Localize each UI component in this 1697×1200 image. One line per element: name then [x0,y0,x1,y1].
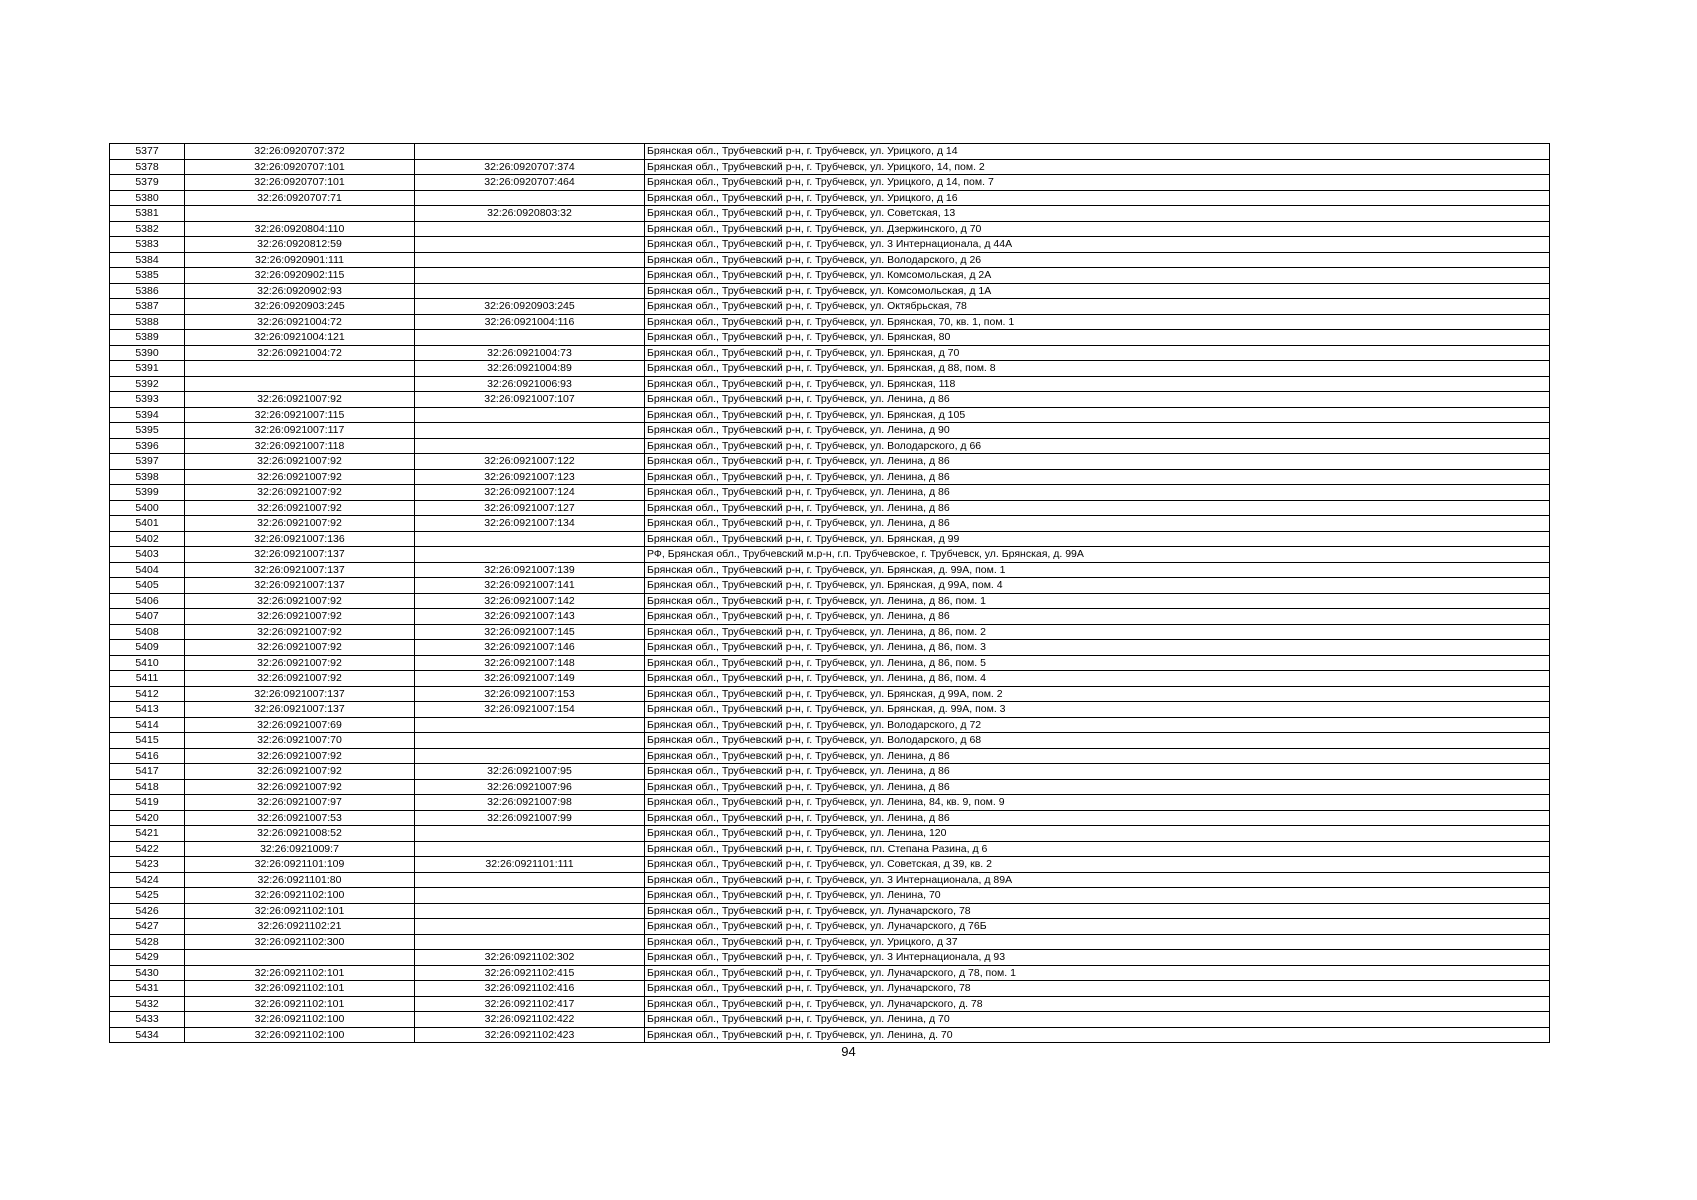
row-number-cell: 5433 [110,1012,185,1028]
table-row [110,361,1550,377]
related-cadastral-number-cell: 32:26:0921007:142 [415,593,645,609]
cadastral-number-cell: 32:26:0921007:118 [185,438,415,454]
related-cadastral-number-cell: 32:26:0921102:415 [415,965,645,981]
cadastral-number-cell: 32:26:0921102:101 [185,996,415,1012]
table-row [110,748,1550,764]
address-cell: Брянская обл., Трубчевский р-н, г. Трубчевск, ул. Луначарского, д 78, пом. 1 [645,965,1550,981]
cadastral-number-cell: 32:26:0921007:92 [185,624,415,640]
related-cadastral-number-cell: 32:26:0921007:127 [415,500,645,516]
cadastral-number-cell: 32:26:0921102:21 [185,919,415,935]
related-cadastral-number-cell [415,888,645,904]
related-cadastral-number-cell: 32:26:0921007:149 [415,671,645,687]
address-cell: Брянская обл., Трубчевский р-н, г. Трубчевск, ул. 3 Интернационала, д 93 [645,950,1550,966]
address-cell: Брянская обл., Трубчевский р-н, г. Трубчевск, ул. Брянская, д 99А, пом. 2 [645,686,1550,702]
table-row [110,283,1550,299]
table-row [110,702,1550,718]
row-number-cell: 5432 [110,996,185,1012]
table-row [110,919,1550,935]
row-number-cell: 5418 [110,779,185,795]
related-cadastral-number-cell: 32:26:0921102:416 [415,981,645,997]
cadastral-number-cell [185,206,415,222]
cadastral-number-cell: 32:26:0921102:100 [185,888,415,904]
cadastral-number-cell: 32:26:0920804:110 [185,221,415,237]
related-cadastral-number-cell [415,221,645,237]
cadastral-number-cell: 32:26:0921007:137 [185,578,415,594]
table-row [110,764,1550,780]
related-cadastral-number-cell: 32:26:0920803:32 [415,206,645,222]
table-row [110,175,1550,191]
row-number-cell: 5402 [110,531,185,547]
row-number-cell: 5389 [110,330,185,346]
related-cadastral-number-cell: 32:26:0921101:111 [415,857,645,873]
table-row [110,237,1550,253]
related-cadastral-number-cell: 32:26:0921007:153 [415,686,645,702]
related-cadastral-number-cell [415,826,645,842]
row-number-cell: 5377 [110,144,185,160]
row-number-cell: 5415 [110,733,185,749]
cadastral-number-cell: 32:26:0921007:92 [185,655,415,671]
related-cadastral-number-cell: 32:26:0921007:107 [415,392,645,408]
row-number-cell: 5434 [110,1027,185,1043]
cadastral-number-cell: 32:26:0921007:117 [185,423,415,439]
table-row [110,593,1550,609]
row-number-cell: 5397 [110,454,185,470]
cadastral-number-cell: 32:26:0921007:137 [185,547,415,563]
related-cadastral-number-cell: 32:26:0920707:464 [415,175,645,191]
row-number-cell: 5404 [110,562,185,578]
related-cadastral-number-cell [415,330,645,346]
cadastral-number-cell: 32:26:0921102:101 [185,981,415,997]
cadastral-number-cell: 32:26:0921101:109 [185,857,415,873]
related-cadastral-number-cell [415,438,645,454]
address-cell: Брянская обл., Трубчевский р-н, г. Трубчевск, ул. Ленина, д 86 [645,485,1550,501]
related-cadastral-number-cell: 32:26:0921004:89 [415,361,645,377]
table-row [110,438,1550,454]
related-cadastral-number-cell: 32:26:0920903:245 [415,299,645,315]
table-row [110,376,1550,392]
address-cell: Брянская обл., Трубчевский р-н, г. Трубчевск, ул. Луначарского, 78 [645,981,1550,997]
related-cadastral-number-cell [415,407,645,423]
table-row [110,500,1550,516]
cadastral-number-cell: 32:26:0921101:80 [185,872,415,888]
table-row [110,531,1550,547]
related-cadastral-number-cell [415,717,645,733]
table-row [110,392,1550,408]
address-cell: Брянская обл., Трубчевский р-н, г. Трубчевск, ул. Ленина, д 86 [645,764,1550,780]
cadastral-number-cell: 32:26:0921007:115 [185,407,415,423]
cadastral-number-cell: 32:26:0921102:100 [185,1027,415,1043]
related-cadastral-number-cell: 32:26:0921007:99 [415,810,645,826]
cadastral-number-cell: 32:26:0920901:111 [185,252,415,268]
row-number-cell: 5379 [110,175,185,191]
table-row [110,407,1550,423]
address-cell: Брянская обл., Трубчевский р-н, г. Трубчевск, ул. Ленина, д 86, пом. 2 [645,624,1550,640]
row-number-cell: 5401 [110,516,185,532]
table-row [110,779,1550,795]
cadastral-number-cell [185,361,415,377]
table-row [110,841,1550,857]
related-cadastral-number-cell: 32:26:0921006:93 [415,376,645,392]
row-number-cell: 5384 [110,252,185,268]
row-number-cell: 5430 [110,965,185,981]
cadastral-number-cell: 32:26:0921007:92 [185,764,415,780]
related-cadastral-number-cell: 32:26:0921007:141 [415,578,645,594]
row-number-cell: 5427 [110,919,185,935]
address-cell: Брянская обл., Трубчевский р-н, г. Трубчевск, ул. Брянская, д. 99А, пом. 1 [645,562,1550,578]
cadastral-number-cell [185,376,415,392]
cadastral-number-cell: 32:26:0921004:121 [185,330,415,346]
table-row [110,562,1550,578]
cadastral-number-cell: 32:26:0921007:137 [185,686,415,702]
table-row [110,469,1550,485]
cadastral-number-cell: 32:26:0921007:70 [185,733,415,749]
row-number-cell: 5428 [110,934,185,950]
cadastral-number-cell: 32:26:0921007:92 [185,609,415,625]
related-cadastral-number-cell [415,190,645,206]
related-cadastral-number-cell [415,268,645,284]
table-row [110,268,1550,284]
related-cadastral-number-cell: 32:26:0921007:122 [415,454,645,470]
table-row [110,252,1550,268]
related-cadastral-number-cell [415,748,645,764]
row-number-cell: 5394 [110,407,185,423]
table-row [110,609,1550,625]
address-cell: Брянская обл., Трубчевский р-н, г. Трубчевск, ул. Ленина, д 90 [645,423,1550,439]
row-number-cell: 5413 [110,702,185,718]
row-number-cell: 5416 [110,748,185,764]
table-row [110,144,1550,160]
address-cell: Брянская обл., Трубчевский р-н, г. Трубчевск, ул. Брянская, 80 [645,330,1550,346]
address-cell: Брянская обл., Трубчевский р-н, г. Трубчевск, ул. 3 Интернационала, д 89А [645,872,1550,888]
related-cadastral-number-cell [415,841,645,857]
row-number-cell: 5407 [110,609,185,625]
related-cadastral-number-cell: 32:26:0921007:123 [415,469,645,485]
cadastral-number-cell: 32:26:0921007:92 [185,671,415,687]
row-number-cell: 5382 [110,221,185,237]
row-number-cell: 5403 [110,547,185,563]
row-number-cell: 5380 [110,190,185,206]
row-number-cell: 5409 [110,640,185,656]
cadastral-number-cell: 32:26:0921007:53 [185,810,415,826]
related-cadastral-number-cell: 32:26:0921102:417 [415,996,645,1012]
cadastral-number-cell: 32:26:0920707:101 [185,159,415,175]
address-cell: Брянская обл., Трубчевский р-н, г. Трубчевск, ул. Урицкого, д 14, пом. 7 [645,175,1550,191]
row-number-cell: 5386 [110,283,185,299]
cadastral-number-cell: 32:26:0921007:137 [185,562,415,578]
row-number-cell: 5391 [110,361,185,377]
register-table [109,143,1550,1043]
table-row [110,733,1550,749]
related-cadastral-number-cell: 32:26:0921102:423 [415,1027,645,1043]
row-number-cell: 5400 [110,500,185,516]
cadastral-number-cell: 32:26:0921102:300 [185,934,415,950]
table-row [110,190,1550,206]
related-cadastral-number-cell [415,531,645,547]
table-row [110,299,1550,315]
address-cell: РФ, Брянская обл., Трубчевский м.р-н, г.п. Трубчевское, г. Трубчевск, ул. Брянская, д. 99А [645,547,1550,563]
related-cadastral-number-cell [415,423,645,439]
address-cell: Брянская обл., Трубчевский р-н, г. Трубчевск, ул. Ленина, д 86, пом. 4 [645,671,1550,687]
table-row [110,206,1550,222]
table-row [110,810,1550,826]
cadastral-number-cell: 32:26:0921102:101 [185,965,415,981]
related-cadastral-number-cell: 32:26:0921007:134 [415,516,645,532]
address-cell: Брянская обл., Трубчевский р-н, г. Трубчевск, ул. Ленина, 84, кв. 9, пом. 9 [645,795,1550,811]
cadastral-number-cell: 32:26:0920812:59 [185,237,415,253]
related-cadastral-number-cell: 32:26:0921007:95 [415,764,645,780]
address-cell: Брянская обл., Трубчевский р-н, г. Трубчевск, ул. Брянская, д. 99А, пом. 3 [645,702,1550,718]
table-row [110,159,1550,175]
cadastral-number-cell: 32:26:0921007:69 [185,717,415,733]
address-cell: Брянская обл., Трубчевский р-н, г. Трубчевск, ул. Луначарского, д 76Б [645,919,1550,935]
cadastral-number-cell: 32:26:0921009:7 [185,841,415,857]
address-cell: Брянская обл., Трубчевский р-н, г. Трубчевск, ул. Ленина, д 86, пом. 5 [645,655,1550,671]
cadastral-number-cell: 32:26:0921007:136 [185,531,415,547]
address-cell: Брянская обл., Трубчевский р-н, г. Трубчевск, ул. Луначарского, 78 [645,903,1550,919]
row-number-cell: 5417 [110,764,185,780]
cadastral-number-cell: 32:26:0921007:92 [185,516,415,532]
row-number-cell: 5419 [110,795,185,811]
related-cadastral-number-cell: 32:26:0921007:124 [415,485,645,501]
cadastral-number-cell: 32:26:0921007:92 [185,392,415,408]
address-cell: Брянская обл., Трубчевский р-н, г. Трубчевск, ул. Брянская, д 88, пом. 8 [645,361,1550,377]
related-cadastral-number-cell: 32:26:0921007:145 [415,624,645,640]
row-number-cell: 5406 [110,593,185,609]
table-row [110,872,1550,888]
address-cell: Брянская обл., Трубчевский р-н, г. Трубчевск, ул. Ленина, д 86 [645,392,1550,408]
table-row [110,1027,1550,1043]
row-number-cell: 5399 [110,485,185,501]
row-number-cell: 5385 [110,268,185,284]
related-cadastral-number-cell [415,237,645,253]
row-number-cell: 5378 [110,159,185,175]
cadastral-number-cell: 32:26:0921007:92 [185,500,415,516]
row-number-cell: 5420 [110,810,185,826]
row-number-cell: 5388 [110,314,185,330]
address-cell: Брянская обл., Трубчевский р-н, г. Трубчевск, ул. Октябрьская, 78 [645,299,1550,315]
related-cadastral-number-cell [415,547,645,563]
cadastral-number-cell: 32:26:0921008:52 [185,826,415,842]
cadastral-number-cell: 32:26:0921007:92 [185,779,415,795]
row-number-cell: 5392 [110,376,185,392]
address-cell: Брянская обл., Трубчевский р-н, г. Трубчевск, ул. Луначарского, д. 78 [645,996,1550,1012]
row-number-cell: 5393 [110,392,185,408]
address-cell: Брянская обл., Трубчевский р-н, г. Трубчевск, ул. Ленина, 120 [645,826,1550,842]
table-row [110,888,1550,904]
related-cadastral-number-cell [415,872,645,888]
cadastral-number-cell: 32:26:0921007:97 [185,795,415,811]
table-row [110,795,1550,811]
table-row [110,640,1550,656]
cadastral-number-cell: 32:26:0920902:93 [185,283,415,299]
related-cadastral-number-cell [415,252,645,268]
address-cell: Брянская обл., Трубчевский р-н, г. Трубчевск, ул. Ленина, д 86 [645,609,1550,625]
address-cell: Брянская обл., Трубчевский р-н, г. Трубчевск, пл. Степана Разина, д 6 [645,841,1550,857]
table-row [110,655,1550,671]
row-number-cell: 5429 [110,950,185,966]
address-cell: Брянская обл., Трубчевский р-н, г. Трубчевск, ул. Ленина, д 86, пом. 3 [645,640,1550,656]
related-cadastral-number-cell: 32:26:0921102:422 [415,1012,645,1028]
row-number-cell: 5381 [110,206,185,222]
table-row [110,826,1550,842]
cadastral-number-cell: 32:26:0921007:92 [185,748,415,764]
cadastral-number-cell: 32:26:0921007:92 [185,640,415,656]
cadastral-number-cell: 32:26:0921007:92 [185,454,415,470]
cadastral-number-cell [185,950,415,966]
row-number-cell: 5408 [110,624,185,640]
row-number-cell: 5410 [110,655,185,671]
related-cadastral-number-cell: 32:26:0921004:73 [415,345,645,361]
address-cell: Брянская обл., Трубчевский р-н, г. Трубчевск, ул. Дзержинского, д 70 [645,221,1550,237]
address-cell: Брянская обл., Трубчевский р-н, г. Трубчевск, ул. Володарского, д 72 [645,717,1550,733]
table-row [110,624,1550,640]
row-number-cell: 5424 [110,872,185,888]
table-row [110,996,1550,1012]
address-cell: Брянская обл., Трубчевский р-н, г. Трубчевск, ул. Ленина, д. 70 [645,1027,1550,1043]
address-cell: Брянская обл., Трубчевский р-н, г. Трубчевск, ул. Ленина, д 86 [645,469,1550,485]
related-cadastral-number-cell [415,934,645,950]
address-cell: Брянская обл., Трубчевский р-н, г. Трубчевск, ул. Ленина, д 86 [645,810,1550,826]
row-number-cell: 5383 [110,237,185,253]
cadastral-number-cell: 32:26:0921007:92 [185,469,415,485]
address-cell: Брянская обл., Трубчевский р-н, г. Трубчевск, ул. Ленина, д 70 [645,1012,1550,1028]
address-cell: Брянская обл., Трубчевский р-н, г. Трубчевск, ул. Урицкого, д 37 [645,934,1550,950]
related-cadastral-number-cell: 32:26:0921102:302 [415,950,645,966]
table-row [110,934,1550,950]
cadastral-number-cell: 32:26:0921102:101 [185,903,415,919]
address-cell: Брянская обл., Трубчевский р-н, г. Трубчевск, ул. Ленина, д 86 [645,748,1550,764]
table-row [110,903,1550,919]
table-row [110,330,1550,346]
table-row [110,547,1550,563]
cadastral-number-cell: 32:26:0921007:137 [185,702,415,718]
related-cadastral-number-cell [415,733,645,749]
cadastral-number-cell: 32:26:0920707:71 [185,190,415,206]
row-number-cell: 5387 [110,299,185,315]
table-row [110,981,1550,997]
related-cadastral-number-cell [415,144,645,160]
table-row [110,345,1550,361]
address-cell: Брянская обл., Трубчевский р-н, г. Трубчевск, ул. Ленина, д 86 [645,454,1550,470]
cadastral-number-cell: 32:26:0920903:245 [185,299,415,315]
cadastral-number-cell: 32:26:0920707:372 [185,144,415,160]
address-cell: Брянская обл., Трубчевский р-н, г. Трубчевск, ул. Ленина, 70 [645,888,1550,904]
address-cell: Брянская обл., Трубчевский р-н, г. Трубчевск, ул. Урицкого, д 16 [645,190,1550,206]
table-row [110,717,1550,733]
table-row [110,950,1550,966]
related-cadastral-number-cell: 32:26:0921007:96 [415,779,645,795]
address-cell: Брянская обл., Трубчевский р-н, г. Трубчевск, ул. Урицкого, д 14 [645,144,1550,160]
address-cell: Брянская обл., Трубчевский р-н, г. Трубчевск, ул. Комсомольская, д 1А [645,283,1550,299]
address-cell: Брянская обл., Трубчевский р-н, г. Трубчевск, ул. Володарского, д 68 [645,733,1550,749]
cadastral-number-cell: 32:26:0921007:92 [185,593,415,609]
related-cadastral-number-cell: 32:26:0921007:154 [415,702,645,718]
row-number-cell: 5396 [110,438,185,454]
cadastral-number-cell: 32:26:0920902:115 [185,268,415,284]
cadastral-number-cell: 32:26:0921004:72 [185,345,415,361]
address-cell: Брянская обл., Трубчевский р-н, г. Трубчевск, ул. 3 Интернационала, д 44А [645,237,1550,253]
related-cadastral-number-cell: 32:26:0921007:139 [415,562,645,578]
address-cell: Брянская обл., Трубчевский р-н, г. Трубчевск, ул. Володарского, д 66 [645,438,1550,454]
table-row [110,857,1550,873]
related-cadastral-number-cell: 32:26:0921007:146 [415,640,645,656]
table-row [110,578,1550,594]
table-row [110,516,1550,532]
address-cell: Брянская обл., Трубчевский р-н, г. Трубчевск, ул. Володарского, д 26 [645,252,1550,268]
row-number-cell: 5426 [110,903,185,919]
address-cell: Брянская обл., Трубчевский р-н, г. Трубчевск, ул. Брянская, д 99 [645,531,1550,547]
related-cadastral-number-cell [415,283,645,299]
register-table-body [110,144,1550,1043]
row-number-cell: 5423 [110,857,185,873]
address-cell: Брянская обл., Трубчевский р-н, г. Трубчевск, ул. Советская, д 39, кв. 2 [645,857,1550,873]
cadastral-number-cell: 32:26:0921004:72 [185,314,415,330]
page-number: 94 [841,1044,856,1059]
related-cadastral-number-cell: 32:26:0921007:98 [415,795,645,811]
table-row [110,423,1550,439]
row-number-cell: 5398 [110,469,185,485]
address-cell: Брянская обл., Трубчевский р-н, г. Трубчевск, ул. Ленина, д 86 [645,779,1550,795]
address-cell: Брянская обл., Трубчевский р-н, г. Трубчевск, ул. Урицкого, 14, пом. 2 [645,159,1550,175]
row-number-cell: 5412 [110,686,185,702]
table-row [110,1012,1550,1028]
row-number-cell: 5405 [110,578,185,594]
address-cell: Брянская обл., Трубчевский р-н, г. Трубчевск, ул. Ленина, д 86, пом. 1 [645,593,1550,609]
address-cell: Брянская обл., Трубчевский р-н, г. Трубчевск, ул. Брянская, д 70 [645,345,1550,361]
row-number-cell: 5421 [110,826,185,842]
address-cell: Брянская обл., Трубчевский р-н, г. Трубчевск, ул. Брянская, 118 [645,376,1550,392]
table-row [110,686,1550,702]
table-row [110,671,1550,687]
address-cell: Брянская обл., Трубчевский р-н, г. Трубчевск, ул. Ленина, д 86 [645,500,1550,516]
related-cadastral-number-cell: 32:26:0921007:143 [415,609,645,625]
row-number-cell: 5431 [110,981,185,997]
address-cell: Брянская обл., Трубчевский р-н, г. Трубчевск, ул. Советская, 13 [645,206,1550,222]
row-number-cell: 5422 [110,841,185,857]
related-cadastral-number-cell: 32:26:0921007:148 [415,655,645,671]
related-cadastral-number-cell [415,919,645,935]
row-number-cell: 5425 [110,888,185,904]
table-row [110,221,1550,237]
address-cell: Брянская обл., Трубчевский р-н, г. Трубчевск, ул. Ленина, д 86 [645,516,1550,532]
related-cadastral-number-cell: 32:26:0921004:116 [415,314,645,330]
address-cell: Брянская обл., Трубчевский р-н, г. Трубчевск, ул. Комсомольская, д 2А [645,268,1550,284]
row-number-cell: 5395 [110,423,185,439]
table-row [110,485,1550,501]
address-cell: Брянская обл., Трубчевский р-н, г. Трубчевск, ул. Брянская, д 99А, пом. 4 [645,578,1550,594]
row-number-cell: 5411 [110,671,185,687]
address-cell: Брянская обл., Трубчевский р-н, г. Трубчевск, ул. Брянская, д 105 [645,407,1550,423]
table-row [110,454,1550,470]
address-cell: Брянская обл., Трубчевский р-н, г. Трубчевск, ул. Брянская, 70, кв. 1, пом. 1 [645,314,1550,330]
related-cadastral-number-cell [415,903,645,919]
row-number-cell: 5390 [110,345,185,361]
cadastral-number-cell: 32:26:0921102:100 [185,1012,415,1028]
row-number-cell: 5414 [110,717,185,733]
table-row [110,314,1550,330]
related-cadastral-number-cell: 32:26:0920707:374 [415,159,645,175]
cadastral-number-cell: 32:26:0920707:101 [185,175,415,191]
cadastral-number-cell: 32:26:0921007:92 [185,485,415,501]
table-row [110,965,1550,981]
